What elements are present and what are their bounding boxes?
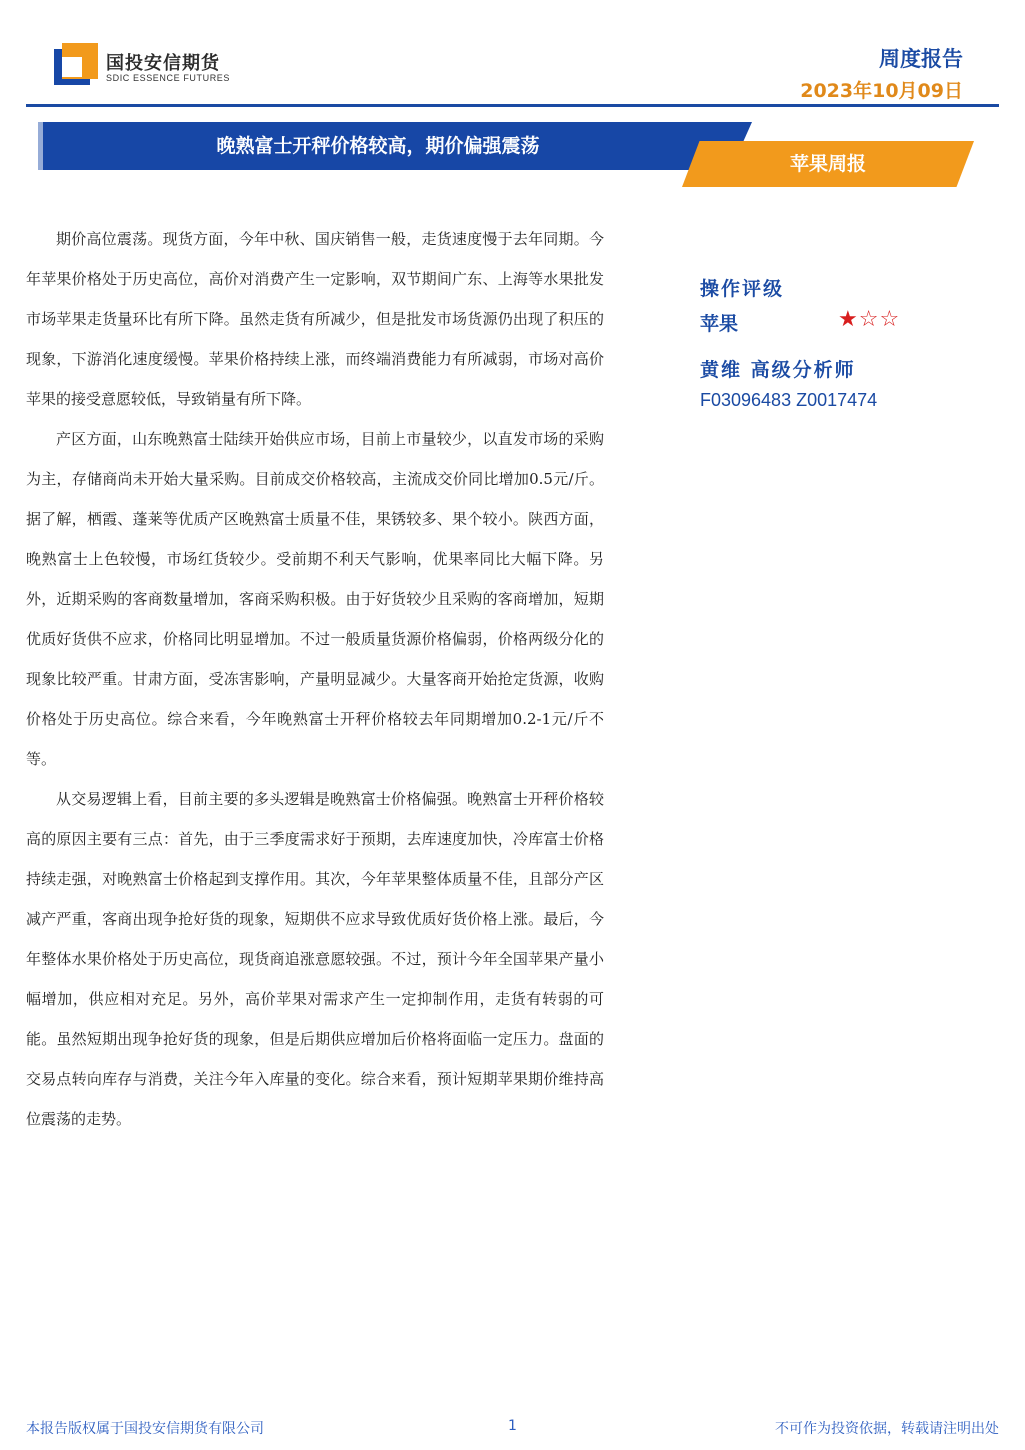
logo-mark-icon [54,43,98,87]
report-body [26,219,604,1139]
analyst-name: 黄维 高级分析师 [700,359,856,381]
report-type: 周度报告 [879,47,963,71]
rating-row [700,305,980,341]
logo-english-name: SDIC ESSENCE FUTURES [106,73,231,83]
logo-chinese-name: 国投安信期货 [106,53,220,74]
paragraph: 产区方面，山东晚熟富士陆续开始供应市场，目前上市量较少，以直发市场的采购为主，存储商尚未开始大量采购。目前成交价格较高，主流成交价同比增加0.5元/斤。据了解，栖霞、蓬莱等优质产区晚熟富士质量不佳，果锈较多、果个较小。陕西方面，晚熟富士上色较慢，市场红货较少。受前期不利天气影响，优果率同比大幅下降。另外，近期采购的客商数量增加，客商采购积极。由于好货较少且采购的客商增加，短期优质好货供不应求，价格同比明显增加。不过一般质量货源价格偏弱，价格两级分化的现象比较严重。甘肃方面，受冻害影响，产量明显减少。大量客商开始抢定货源，收购价格处于历史高位。综合来看，今年晚熟富士开秤价格较去年同期增加0.2-1元/斤不等。 [26,430,604,768]
star-rating-icon: ★☆☆ [838,307,901,332]
page-number: 1 [508,1418,517,1434]
paragraph: 期价高位震荡。现货方面，今年中秋、国庆销售一般，走货速度慢于去年同期。今年苹果价格处于历史高位，高价对消费产生一定影响，双节期间广东、上海等水果批发市场苹果走货量环比有所下降。虽然走货有所减少，但是批发市场货源仍出现了积压的现象，下游消化速度缓慢。苹果价格持续上涨，而终端消费能力有所减弱，市场对高价苹果的接受意愿较低，导致销量有所下降。 [26,230,604,408]
sidebar [700,274,980,411]
report-date: 2023年10月09日 [800,80,963,102]
analyst-certificate: F03096483 Z0017474 [700,390,878,410]
footer-disclaimer: 不可作为投资依据，转载请注明出处 [775,1421,999,1437]
header-divider [26,104,999,107]
company-logo [54,43,254,89]
report-title: 晚熟富士开秤价格较高，期价偏强震荡 [216,135,540,157]
rating-heading: 操作评级 [700,278,785,300]
rating-item-label: 苹果 [700,313,739,335]
page-footer [26,1418,999,1438]
footer-copyright: 本报告版权属于国投安信期货有限公司 [26,1421,264,1437]
paragraph: 从交易逻辑上看，目前主要的多头逻辑是晚熟富士价格偏强。晚熟富士开秤价格较高的原因主要有三点：首先，由于三季度需求好于预期，去库速度加快，冷库富士价格持续走强，对晚熟富士价格起到支撑作用。其次，今年苹果整体质量不佳，且部分产区减产严重，客商出现争抢好货的现象，短期供不应求导致优质好货价格上涨。最后，今年整体水果价格处于历史高位，现货商追涨意愿较强。不过，预计今年全国苹果产量小幅增加，供应相对充足。另外，高价苹果对需求产生一定抑制作用，走货有转弱的可能。虽然短期出现争抢好货的现象，但是后期供应增加后价格将面临一定压力。盘面的交易点转向库存与消费，关注今年入库量的变化。综合来看，预计短期苹果期价维持高位震荡的走势。 [26,790,604,1128]
category-tag-label: 苹果周报 [789,153,866,175]
